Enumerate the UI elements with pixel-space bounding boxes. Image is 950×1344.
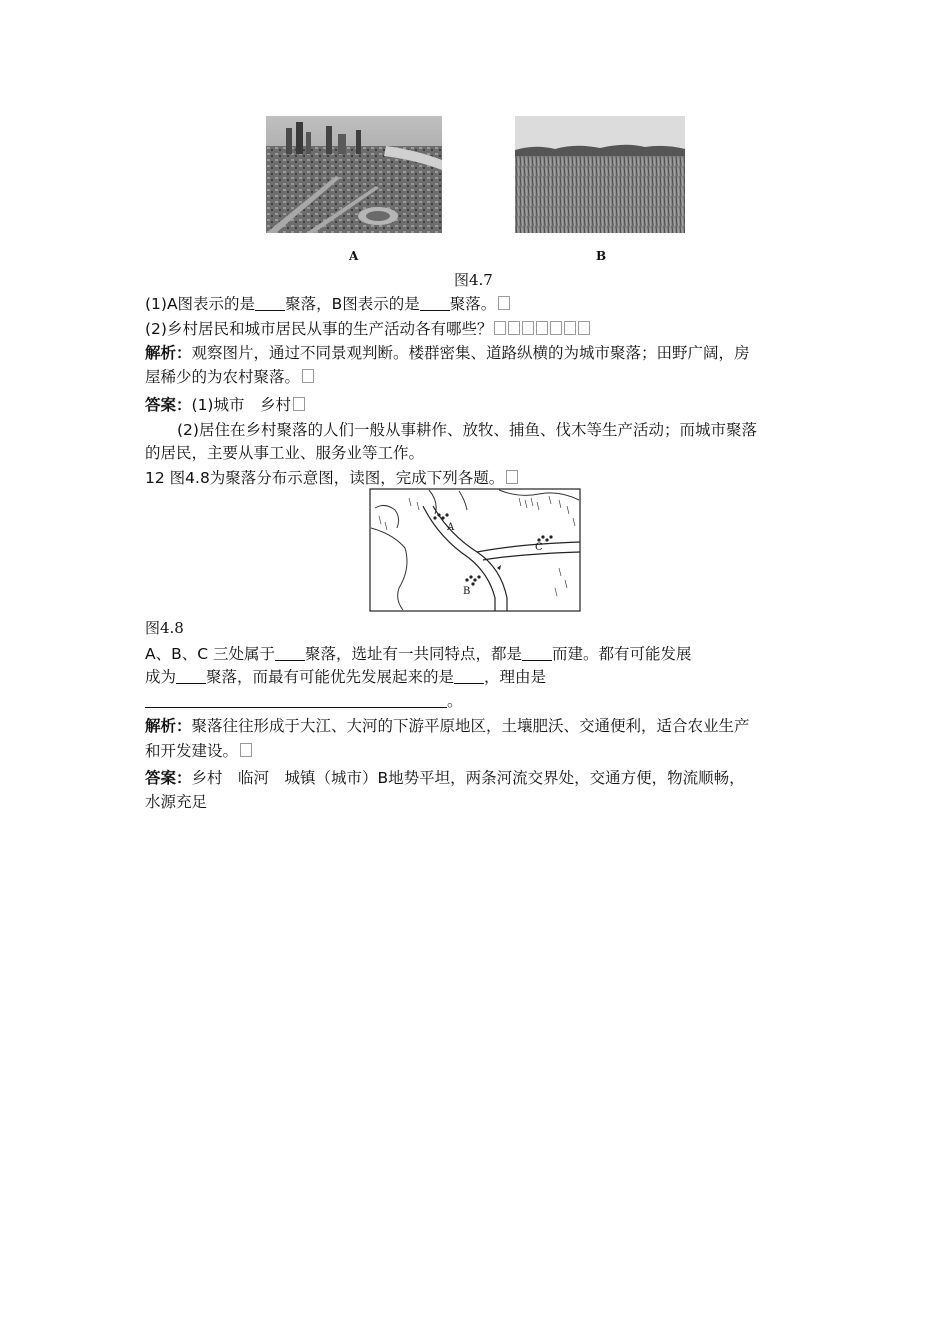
answer-1-line1: 答案：(1)城市 乡村 xyxy=(145,394,305,416)
fig47-label-b: B xyxy=(596,249,607,263)
answer-1-line2: (2)居住在乡村聚落的人们一般从事耕作、放牧、捕鱼、伐木等生产活动；而城市聚落 xyxy=(177,421,757,439)
analysis-1-line2: 屋稀少的为农村聚落。 xyxy=(145,366,314,388)
question-12-body-line1: A、B、C 三处属于 聚落，选址有一共同特点，都是 而建。都有可能发展 xyxy=(145,645,692,663)
answer-2-line1: 答案：乡村 临河 城镇（城市）B地势平坦，两条河流交界处，交通方便，物流顺畅， xyxy=(145,769,745,787)
question-12-body-line3: 。 xyxy=(145,690,463,712)
map-label-c: C xyxy=(535,542,543,553)
analysis-2-line1: 解析：聚落往往形成于大江、大河的下游平原地区，土壤肥沃、交通便利，适合农业生产 xyxy=(145,717,750,735)
city-photo xyxy=(266,116,442,233)
question-2: (2)乡村居民和城市居民从事的生产活动各有哪些？ xyxy=(145,318,590,340)
field-photo xyxy=(515,116,685,233)
fig47-caption: 图4.7 xyxy=(454,271,493,289)
analysis-1-line1: 解析：观察图片，通过不同景观判断。楼群密集、道路纵横的为城市聚落；田野广阔，房 xyxy=(145,344,750,362)
analysis-2-line2: 和开发建设。 xyxy=(145,740,252,762)
question-1: (1)A图表示的是 聚落，B图表示的是 聚落。 xyxy=(145,293,510,315)
answer-1-line3: 的居民，主要从事工业、服务业等工作。 xyxy=(145,444,425,462)
settlement-map xyxy=(369,488,581,612)
question-12: 12 图4.8为聚落分布示意图，读图，完成下列各题。 xyxy=(145,467,518,489)
fig48-caption: 图4.8 xyxy=(145,619,184,637)
map-label-a: A xyxy=(447,522,455,533)
answer-2-line2: 水源充足 xyxy=(145,793,208,811)
question-12-body-line2: 成为 聚落，而最有可能优先发展起来的是 ，理由是 xyxy=(145,668,547,686)
fig47-label-a: A xyxy=(349,249,359,263)
map-label-b: B xyxy=(463,586,471,597)
